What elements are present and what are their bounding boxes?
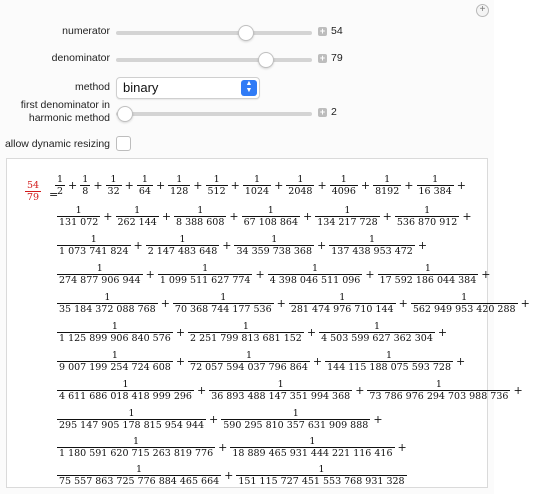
plus-sign: + [274,179,284,192]
numerator-slider[interactable] [116,31,312,35]
plus-sign: + [222,239,232,252]
plus-sign: + [209,413,219,426]
unit-fraction-denominator: 2048 [288,186,313,197]
unit-fraction [378,263,479,286]
unit-fraction-denominator: 1 125 899 906 840 576 [59,333,171,344]
method-select[interactable] [116,77,260,99]
plus-sign: + [196,384,207,397]
plus-sign: + [398,297,408,310]
unit-fraction-denominator: 34 359 738 368 [236,246,313,257]
plus-sign: + [276,297,286,310]
unit-fraction [188,350,310,373]
unit-fraction-numerator: 1 [245,350,252,361]
plus-sign: + [303,210,313,223]
plus-sign: + [456,355,466,368]
expansion-line [57,292,533,322]
unit-fraction-denominator: 512 [207,186,226,197]
plus-sign: + [404,179,414,192]
unit-fraction [325,350,453,373]
plus-sign: + [437,326,448,339]
unit-fraction [173,292,274,315]
plus-sign: + [161,210,172,223]
unit-fraction [168,174,190,197]
unit-fraction-numerator: 1 [179,234,186,245]
expansion-line [57,234,430,264]
input-denominator: 79 [27,192,40,203]
unit-fraction-denominator: 67 108 864 [243,217,299,228]
unit-fraction [373,174,401,197]
unit-fraction-numerator: 1 [373,321,380,332]
expansion-line [57,379,526,409]
unit-fraction [57,205,100,228]
unit-fraction-denominator: 128 [170,186,189,197]
unit-fraction [330,174,358,197]
unit-fraction-numerator: 1 [424,263,431,274]
unit-fraction-denominator: 73 786 976 294 703 988 736 [369,391,509,402]
unit-fraction [57,408,206,431]
unit-fraction [286,174,314,197]
plus-sign: + [68,179,78,192]
first-denominator-row [0,99,494,124]
plus-sign: + [218,441,228,454]
expansion-line [57,205,475,235]
first-denominator-value: 2 [331,106,337,118]
plus-sign: + [306,326,317,339]
first-denominator-label: first denominator in harmonic method [20,99,110,124]
denominator-row [0,48,494,70]
unit-fraction-denominator: 134 217 728 [317,217,378,228]
unit-fraction-numerator: 1 [111,321,118,332]
unit-fraction-numerator: 1 [271,234,278,245]
unit-fraction [57,321,173,344]
unit-fraction-denominator: 32 [107,186,120,197]
unit-fraction [55,174,65,197]
plus-sign: + [382,210,392,223]
unit-fraction-denominator: 2 251 799 813 681 152 [190,333,302,344]
unit-fraction-numerator: 1 [213,174,220,185]
plus-sign: + [312,355,323,368]
unit-fraction-denominator: 2 [57,186,64,197]
unit-fraction-numerator: 1 [82,174,89,185]
plus-sign: + [160,297,170,310]
unit-fraction [209,379,352,402]
unit-fraction [80,174,90,197]
unit-fraction-denominator: 4096 [331,186,356,197]
first-denominator-slider-thumb[interactable] [117,106,133,122]
unit-fraction-denominator: 2 147 483 648 [147,246,218,257]
unit-fraction-numerator: 1 [75,205,82,216]
unit-fraction-denominator: 262 144 [117,217,157,228]
unit-fraction-denominator: 4 503 599 627 362 304 [321,333,433,344]
unit-fraction-numerator: 1 [386,350,393,361]
unit-fraction-denominator: 590 295 810 357 631 909 888 [223,420,369,431]
plus-sign: + [373,413,383,426]
unit-fraction [174,205,226,228]
unit-fraction [411,292,518,315]
unit-fraction [417,174,454,197]
plus-sign: + [155,179,166,192]
unit-fraction [319,321,435,344]
unit-fraction [57,263,143,286]
unit-fraction-numerator: 1 [253,174,260,185]
numerator-value: 54 [331,25,343,37]
unit-fraction-numerator: 1 [424,205,431,216]
unit-fraction-denominator: 4 611 686 018 418 999 296 [59,391,192,402]
unit-fraction-denominator: 131 072 [59,217,99,228]
unit-fraction [243,174,271,197]
unit-fraction-numerator: 1 [339,292,346,303]
unit-fraction-numerator: 1 [96,263,103,274]
plus-sign: + [175,355,186,368]
expansion-line [57,436,410,466]
unit-fraction [188,321,304,344]
unit-fraction [268,263,363,286]
plus-sign: + [230,179,240,192]
unit-fraction-denominator: 18 889 465 931 444 221 116 416 [232,448,393,459]
unit-fraction-numerator: 1 [141,174,148,185]
plus-sign: + [456,179,466,192]
expansion-line [57,408,386,438]
unit-fraction-numerator: 1 [309,436,316,447]
dynamic-resizing-label: allow dynamic resizing [4,138,110,150]
plus-sign: + [124,179,134,192]
unit-fraction [236,464,406,487]
unit-fraction-numerator: 1 [128,408,135,419]
unit-fraction-denominator: 1 073 741 824 [59,246,129,257]
plus-sign: + [317,179,327,192]
input-numerator: 54 [27,180,40,191]
unit-fraction [315,205,379,228]
unit-fraction-denominator: 8 [82,186,89,197]
unit-fraction-denominator: 536 870 912 [396,217,458,228]
unit-fraction-denominator: 151 115 727 451 553 768 931 328 [238,476,405,487]
plus-icon[interactable]: + [319,26,326,36]
unit-fraction [206,174,228,197]
unit-fraction-numerator: 1 [197,205,204,216]
numerator-label: numerator [62,25,110,37]
unit-fraction [242,205,300,228]
unit-fraction [367,379,510,402]
input-fraction [25,180,41,203]
unit-fraction-numerator: 1 [344,205,351,216]
unit-fraction-denominator: 36 893 488 147 351 994 368 [211,391,351,402]
denominator-slider-thumb[interactable] [258,52,274,68]
plus-sign: + [224,469,234,482]
unit-fraction-numerator: 1 [340,174,347,185]
unit-fraction-denominator: 137 438 953 472 [331,246,413,257]
unit-fraction-denominator: 64 [138,186,151,197]
unit-fraction-denominator: 281 474 976 710 144 [290,304,394,315]
unit-fraction-numerator: 1 [318,464,325,475]
expansion-line [55,174,469,204]
unit-fraction-numerator: 1 [432,174,439,185]
denominator-value: 79 [331,52,343,64]
unit-fraction [230,436,394,459]
plus-sign: + [93,179,103,192]
unit-fraction-numerator: 1 [267,205,274,216]
unit-fraction-denominator: 35 184 372 088 768 [59,304,156,315]
plus-sign: + [462,210,472,223]
unit-fraction-denominator: 70 368 744 177 536 [174,304,272,315]
unit-fraction-denominator: 72 057 594 037 796 864 [190,362,308,373]
unit-fraction-denominator: 9 007 199 254 724 608 [59,362,171,373]
unit-fraction-numerator: 1 [134,205,141,216]
plus-sign: + [103,210,113,223]
unit-fraction-denominator: 4 398 046 511 096 [269,275,361,286]
plus-sign: + [355,384,365,397]
plus-circle-icon[interactable]: + [476,4,489,17]
numerator-slider-thumb[interactable] [238,25,254,41]
plus-sign: + [417,239,428,252]
unit-fraction-denominator: 144 115 188 075 593 728 [327,362,452,373]
unit-fraction-numerator: 1 [110,174,117,185]
unit-fraction [57,379,194,402]
unit-fraction [57,464,221,487]
unit-fraction-numerator: 1 [292,408,299,419]
plus-sign: + [255,268,265,281]
unit-fraction-numerator: 1 [220,292,227,303]
unit-fraction [57,234,131,257]
unit-fraction-denominator: 295 147 905 178 815 954 944 [59,420,205,431]
unit-fraction [158,263,253,286]
unit-fraction-numerator: 1 [277,379,284,390]
unit-fraction [57,350,173,373]
updown-arrows-icon: ▲ ▼ [241,80,257,96]
plus-sign: + [145,268,155,281]
unit-fraction-numerator: 1 [133,436,140,447]
unit-fraction-numerator: 1 [369,234,376,245]
plus-sign: + [481,268,491,281]
denominator-label: denominator [51,52,110,64]
unit-fraction-numerator: 1 [57,174,64,185]
unit-fraction-denominator: 562 949 953 420 288 [412,304,516,315]
unit-fraction [234,234,314,257]
output-area [6,158,530,488]
unit-fraction-numerator: 1 [202,263,209,274]
unit-fraction-denominator: 1 180 591 620 715 263 819 776 [59,448,214,459]
plus-sign: + [520,297,530,310]
unit-fraction-denominator: 16 384 [418,186,452,197]
unit-fraction-denominator: 1 099 511 627 774 [159,275,251,286]
plus-sign: + [317,239,327,252]
unit-fraction-denominator: 274 877 906 944 [59,275,141,286]
unit-fraction [57,292,158,315]
plus-sign: + [193,179,203,192]
plus-sign: + [360,179,371,192]
expansion-line [57,321,450,351]
expansion-line [57,464,407,494]
unit-fraction-numerator: 1 [176,174,183,185]
unit-fraction [57,436,215,459]
unit-fraction-numerator: 1 [111,350,118,361]
numerator-row [0,21,494,43]
unit-fraction-numerator: 1 [242,321,249,332]
plus-sign: + [365,268,375,281]
denominator-slider[interactable] [116,58,312,62]
unit-fraction [221,408,370,431]
method-label: method [74,81,110,93]
dynamic-resizing-checkbox[interactable] [116,136,131,151]
unit-fraction-numerator: 1 [136,464,143,475]
unit-fraction [289,292,396,315]
unit-fraction [106,174,122,197]
unit-fraction-denominator: 75 557 863 725 776 884 465 664 [59,476,220,487]
method-selected-value: binary [123,80,159,95]
dynamic-resizing-row [0,134,494,156]
unit-fraction-numerator: 1 [90,234,97,245]
unit-fraction [146,234,220,257]
unit-fraction-numerator: 1 [104,292,111,303]
unit-fraction-denominator: 17 592 186 044 384 [379,275,477,286]
unit-fraction-numerator: 1 [311,263,319,274]
unit-fraction-denominator: 8 388 608 [176,217,225,228]
unit-fraction [395,205,459,228]
unit-fraction [329,234,415,257]
plus-icon[interactable]: + [319,107,326,117]
expansion-line [57,350,468,380]
unit-fraction-denominator: 8192 [375,186,400,197]
unit-fraction-numerator: 1 [297,174,304,185]
plus-sign: + [229,210,239,223]
unit-fraction-numerator: 1 [384,174,391,185]
plus-sign: + [513,384,523,397]
unit-fraction-numerator: 1 [435,379,442,390]
unit-fraction-numerator: 1 [122,379,129,390]
unit-fraction-numerator: 1 [461,292,468,303]
first-denominator-slider[interactable] [116,112,312,116]
unit-fraction [116,205,159,228]
plus-sign: + [397,441,407,454]
unit-fraction-denominator: 1024 [244,186,270,197]
plus-sign: + [133,239,143,252]
unit-fraction [137,174,153,197]
plus-icon[interactable]: + [319,53,326,63]
equals-sign: = [49,188,59,201]
expansion-line [57,263,493,293]
plus-sign: + [175,326,186,339]
